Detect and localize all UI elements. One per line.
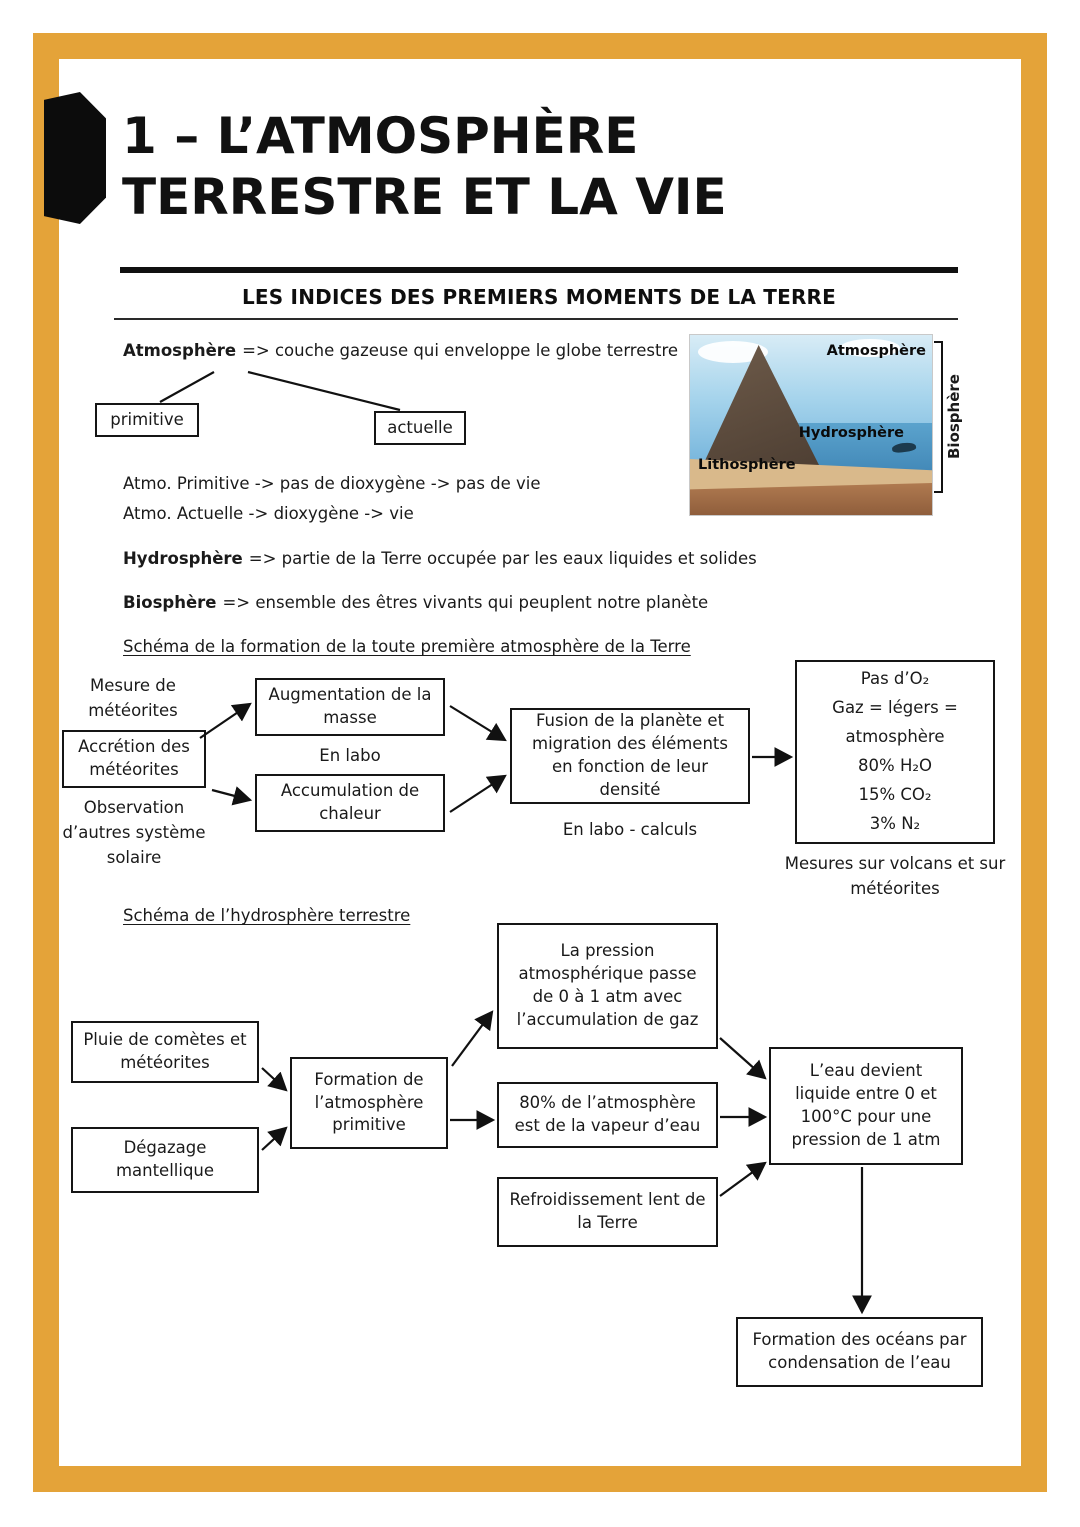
node-pression-label: La pression atmosphérique passe de 0 à 1 atm avec l’accumulation de gaz — [516, 941, 699, 1029]
section-header: LES INDICES DES PREMIERS MOMENTS DE LA TERRE — [241, 285, 837, 309]
bookmark-icon — [44, 92, 106, 224]
node-augmentation-label: Augmentation de la masse — [268, 685, 432, 727]
node-primitive — [95, 403, 199, 437]
node-augmentation-masse — [255, 678, 445, 736]
node-accumulation-label: Accumulation de chaleur — [280, 781, 420, 823]
diagram2-title: Schéma de l’hydrosphère terrestre — [123, 906, 411, 925]
definition-hydrosphere-term: Hydrosphère — [123, 549, 243, 568]
title-divider — [120, 267, 958, 273]
result-line: atmosphère — [845, 727, 945, 747]
definition-hydrosphere-text: => partie de la Terre occupée par les eaux liquides et solides — [248, 549, 757, 568]
result-line: 80% H₂O — [858, 756, 932, 775]
node-pluie-cometes — [71, 1021, 259, 1083]
result-line: Pas d’O₂ — [860, 669, 930, 689]
node-formation-atmosphere — [290, 1057, 448, 1149]
page-title-line1: 1 – L’ATMOSPHÈRE — [122, 107, 639, 165]
result-line: 3% N₂ — [869, 813, 921, 833]
node-fusion-label: Fusion de la planète et migration des éléments en fonction de leur densité — [532, 711, 728, 799]
definition-biosphere-text: => ensemble des êtres vivants qui peuplent notre planète — [222, 593, 709, 612]
definition-biosphere — [123, 593, 708, 612]
illustration-label-hydrosphere: Hydrosphère — [798, 425, 904, 441]
node-formation-label: Formation de l’atmosphère primitive — [314, 1069, 424, 1135]
page-title-line2: TERRESTRE ET LA VIE — [122, 168, 727, 226]
diagram1-title: Schéma de la formation de la toute première atmosphère de la Terre — [123, 637, 691, 656]
note-mesures-volcans: Mesures sur volcans et sur météorites — [784, 854, 1006, 898]
node-actuelle — [374, 411, 466, 445]
node-actuelle-label: actuelle — [387, 417, 453, 437]
node-pluie-label: Pluie de comètes et météorites — [83, 1030, 247, 1072]
result-line: Gaz = légers = — [832, 698, 958, 718]
definition-hydrosphere — [123, 549, 757, 568]
note-en-labo-calculs: En labo - calculs — [562, 820, 698, 839]
node-pression-atmospherique — [497, 923, 718, 1049]
node-degazage-label: Dégazage mantellique — [115, 1138, 215, 1180]
node-primitive-label: primitive — [110, 409, 184, 429]
note-en-labo: En labo — [319, 746, 381, 765]
node-accretion-label: Accrétion des météorites — [78, 737, 190, 779]
page-title — [122, 106, 972, 228]
definition-atmosphere-text: => couche gazeuse qui enveloppe le globe terrestre — [242, 341, 679, 360]
node-oceans-label: Formation des océans par condensation de l’eau — [752, 1330, 967, 1372]
node-eau-label: L’eau devient liquide entre 0 et 100°C pour une pression de 1 atm — [791, 1061, 941, 1149]
atmo-actuelle-line: Atmo. Actuelle -> dioxygène -> vie — [123, 504, 414, 523]
node-degazage-mantellique — [71, 1127, 259, 1193]
earth-spheres-illustration — [690, 335, 932, 515]
definition-atmosphere — [123, 341, 678, 360]
node-accretion — [62, 730, 206, 788]
node-atmosphere-composition — [795, 660, 995, 844]
definition-biosphere-term: Biosphère — [123, 593, 217, 612]
node-observation: Observation d’autres système solaire — [62, 798, 206, 867]
illustration-label-lithosphere: Lithosphère — [698, 457, 796, 473]
atmo-primitive-line: Atmo. Primitive -> pas de dioxygène -> pas de vie — [123, 474, 541, 493]
node-refroidissement-label: Refroidissement lent de la Terre — [509, 1190, 706, 1232]
volcano-icon — [702, 345, 820, 467]
node-refroidissement — [497, 1177, 718, 1247]
node-formation-oceans — [736, 1317, 983, 1387]
node-accumulation-chaleur — [255, 774, 445, 832]
illustration-label-atmosphere: Atmosphère — [826, 343, 926, 359]
definition-atmosphere-term: Atmosphère — [123, 341, 237, 360]
node-vapeur-eau — [497, 1082, 718, 1148]
section-divider — [114, 318, 958, 320]
node-vapeur-label: 80% de l’atmosphère est de la vapeur d’eau — [514, 1093, 701, 1135]
illustration-label-biosphere: Biosphère — [945, 374, 963, 460]
node-eau-liquide — [769, 1047, 963, 1165]
biosphere-bracket — [934, 341, 943, 493]
result-line: 15% CO₂ — [858, 784, 932, 804]
node-mesure-meteorites: Mesure de météorites — [88, 676, 178, 720]
node-fusion-planete — [510, 708, 750, 804]
